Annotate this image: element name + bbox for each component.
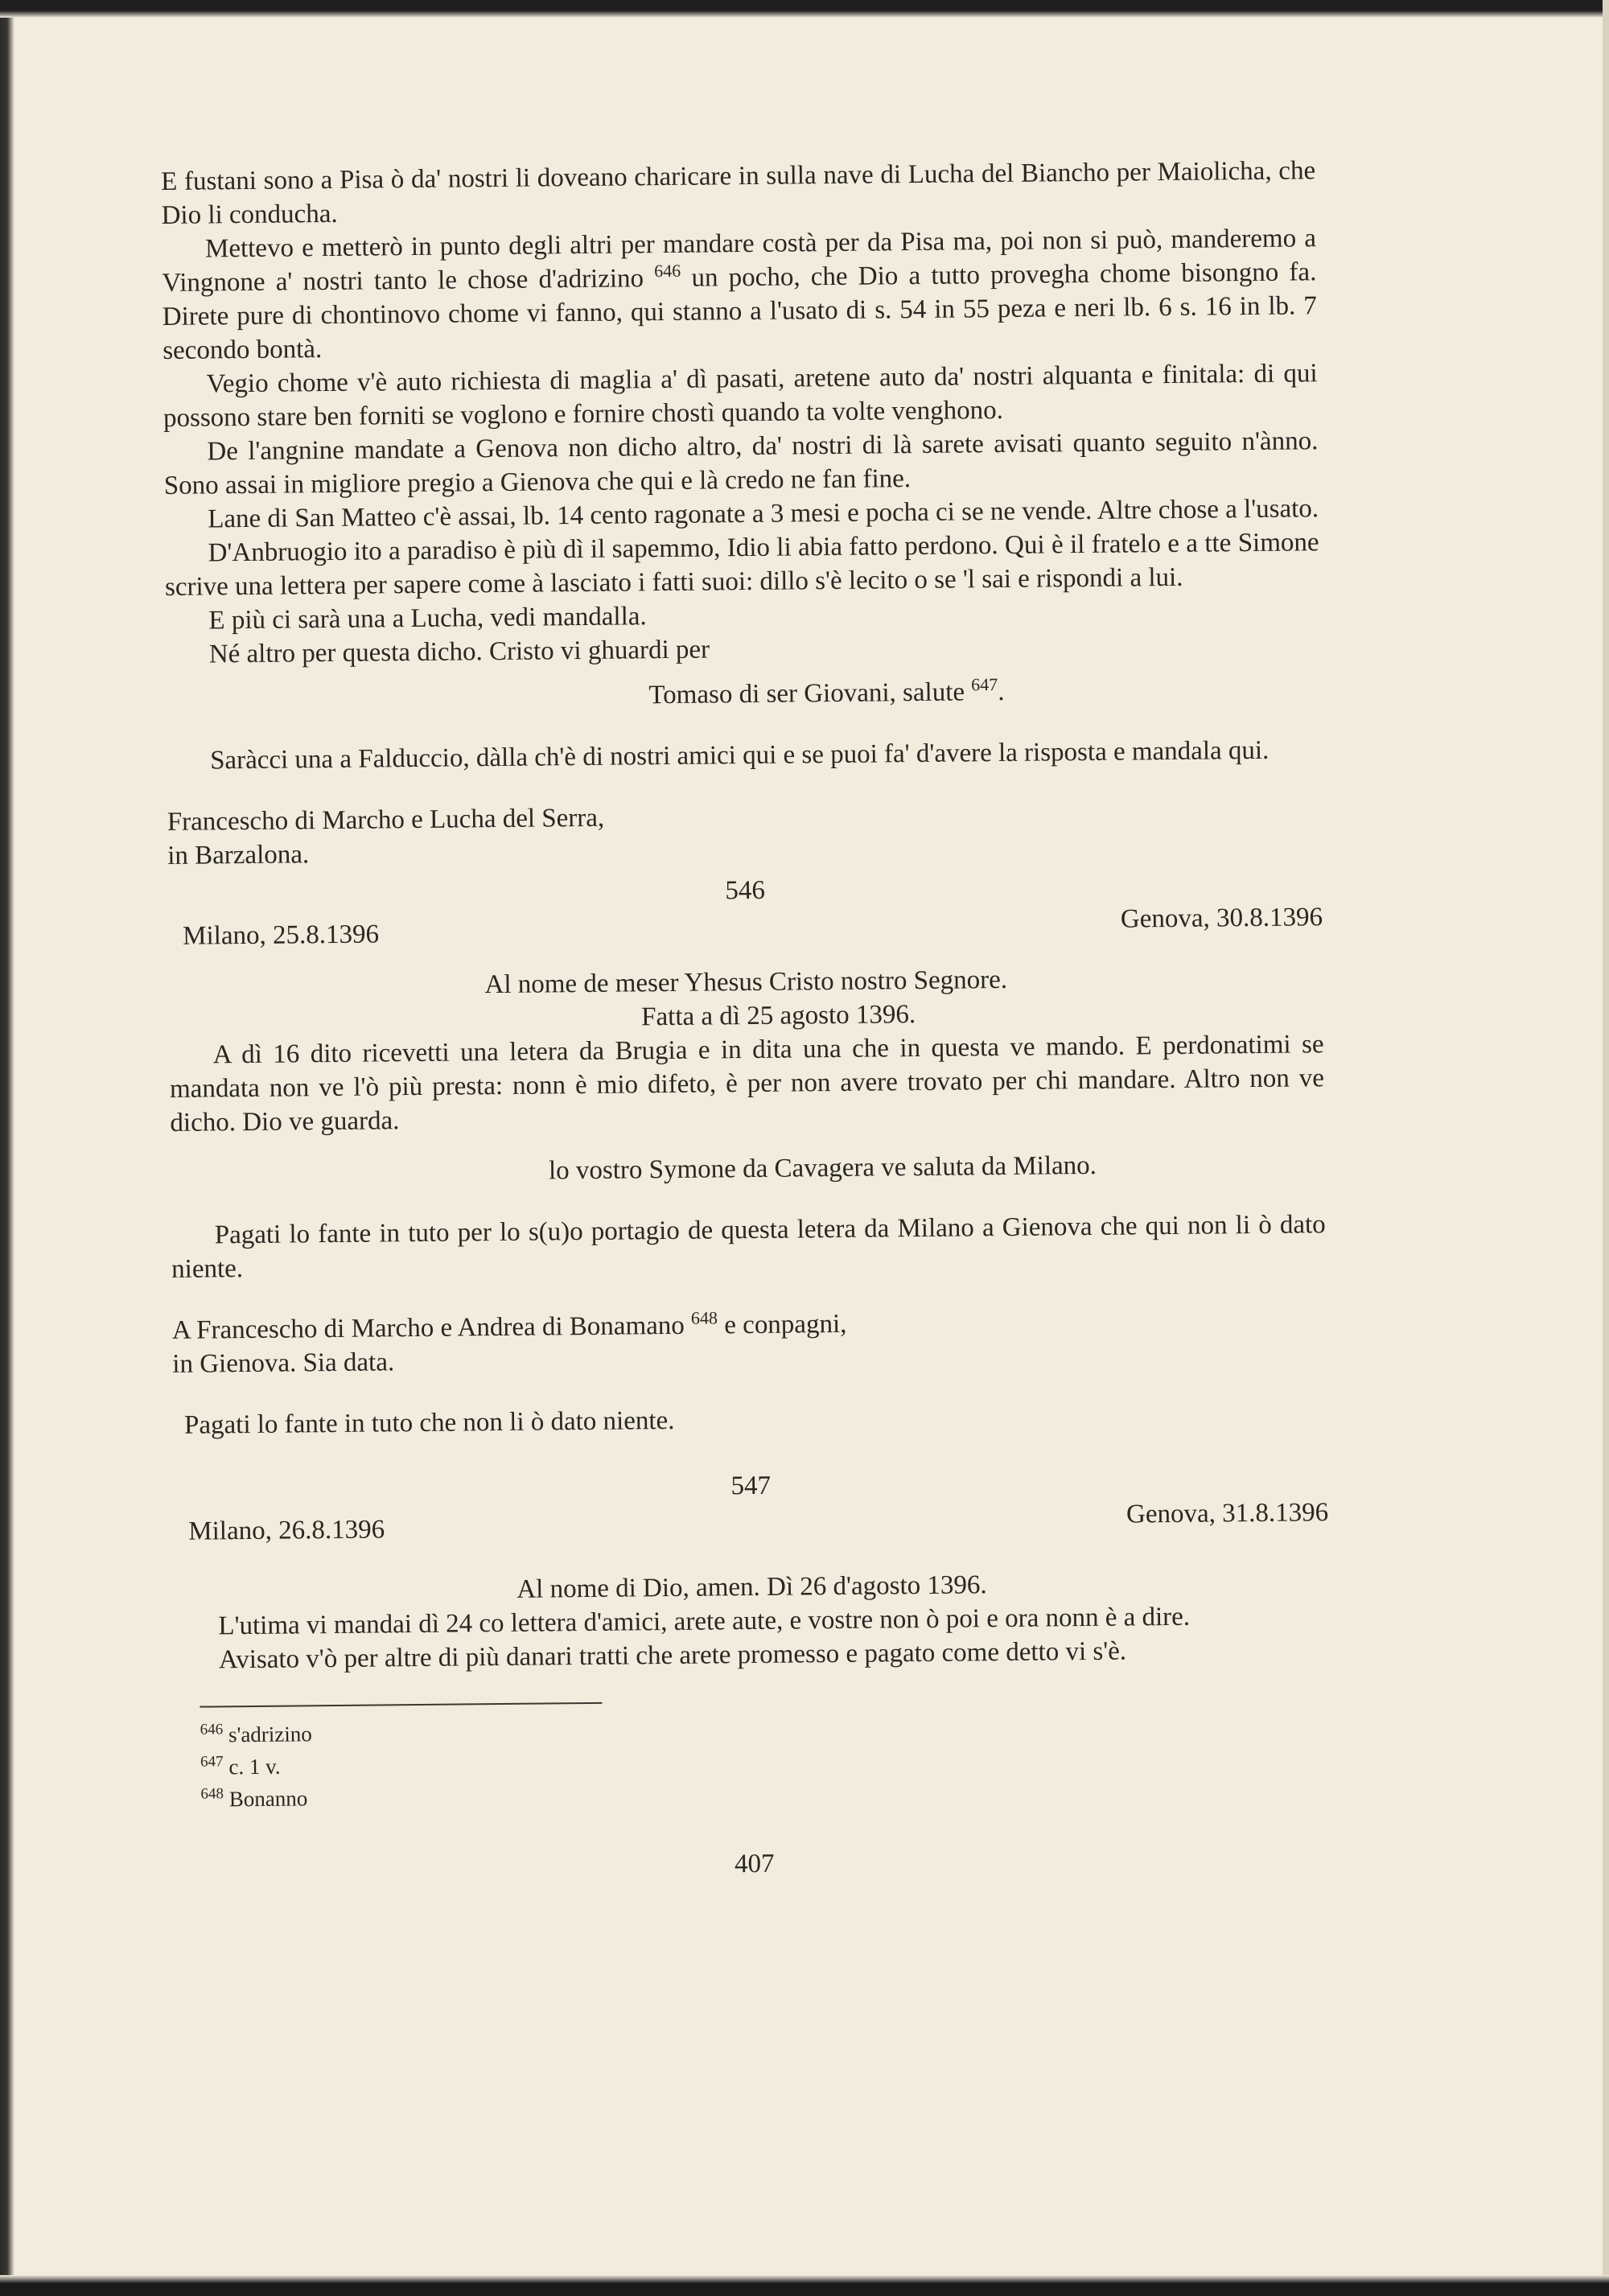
footnote-rule	[200, 1702, 602, 1708]
letter-destination: Genova, 31.8.1396	[1125, 1498, 1329, 1529]
address-line: Francescho di Marcho e Lucha del Serra,	[167, 803, 605, 837]
postscript: Saràcci una a Falduccio, dàlla ch'è di nostri amici qui e se puoi fa' d'avere la risposta e mandala qui.	[209, 735, 1270, 776]
address-line: in Gienova. Sia data.	[172, 1348, 395, 1379]
address-line: A Francescho di Marcho e Andrea di Bonamano $^{648}$ e conpagni,	[171, 1307, 847, 1345]
invocation: Al nome di Dio, amen. Dì 26 d'agosto 1396.	[516, 1570, 987, 1604]
paragraph: De l'angnine mandate a Genova non dicho altro, da' nostri di là sarete avisati quanto seguito n'ànno. Sono assai in migliore pregio a Gienova che qui e là credo ne fan fine.	[163, 426, 1319, 500]
date-line: Fatta a dì 25 agosto 1396.	[641, 1000, 916, 1032]
footnote-ref: 648	[690, 1307, 718, 1328]
bottom-edge	[0, 2275, 1609, 2296]
paragraph: A dì 16 dito ricevetti una letera da Brugia e in dita una che in questa ve mando. E perdonatimi se mandata non ve l'ò più presta: nonn è mio difeto, è per non avere trovato per chi mandare. Altro non ve dicho. Dio ve guarda.	[169, 1030, 1325, 1138]
invocation: Al nome de meser Yhesus Cristo nostro Segnore.	[484, 965, 1008, 1000]
right-edge	[1603, 0, 1609, 2296]
signature: lo vostro Symone da Cavagera ve saluta da Milano.	[548, 1150, 1097, 1186]
footnote-ref: 647	[971, 674, 998, 695]
postscript: Pagati lo fante in tuto per lo s(u)o portagio de questa letera da Milano a Gienova che qui non li ò dato niente.	[171, 1210, 1326, 1284]
paragraph: Avisato v'ò per altre di più danari tratti che arete promesso e pagato come detto vi s'è.	[218, 1636, 1127, 1675]
paragraph: Lane di San Matteo c'è assai, lb. 14 cento ragonate a 3 mesi e pocha ci se ne vende. Altre chose a l'usato.	[208, 494, 1319, 534]
paragraph: Vegio chome v'è auto richiesta di maglia a' dì pasati, aretene auto da' nostri alquanta e finitala: di qui possono stare ben forniti se voglono e fornire chostì quando ta volte venghono.	[163, 359, 1318, 433]
footnote-ref: 646	[654, 260, 681, 282]
letter-destination: Genova, 30.8.1396	[1120, 903, 1323, 934]
signature: Tomaso di ser Giovani, salute $^{647}$.	[648, 674, 1005, 710]
address-line: in Barzalona.	[167, 840, 310, 870]
page-content	[161, 154, 1331, 1887]
letter-heading	[174, 1463, 1329, 1549]
letter-origin: Milano, 26.8.1396	[188, 1515, 385, 1546]
paragraph: Mettevo e metterò in punto degli altri per mandare costà per da Pisa ma, poi non si può, manderemo a Vingnone a' nostri tanto le chose d'adrizino $^{646}$ un pocho, che Dio a tutto provegha chome bisongno fa. Direte pure di chontinovo chome vi fanno, qui stanno a l'usato di s. 54 in 55 peza e neri lb. 6 s. 16 in lb. 7 secondo bontà.	[162, 224, 1317, 365]
page-number: 407	[734, 1849, 775, 1879]
book-spine	[0, 0, 14, 2296]
paragraph: D'Anbruogio ito a paradiso è più dì il sapemmo, Idio li abia fatto perdono. Qui è il fratelo e a tte Simone scrive una lettera per sapere come à lasciato i fatti suoi: dillo s'è lecito o se 'l sai e rispondi a lui.	[164, 528, 1319, 602]
footnote: $^{648}$ Bonanno	[200, 1785, 308, 1812]
footnotes	[176, 1708, 1331, 1816]
letter-547	[174, 1463, 1330, 1677]
paragraph: E fustani sono a Pisa ò da' nostri li doveano charicare in sulla nave di Lucha del Biancho per Maiolicha, che Dio li conducha.	[161, 156, 1316, 230]
footnote: $^{647}$ c. 1 v.	[200, 1753, 281, 1780]
paragraph: E più ci sarà una a Lucha, vedi mandalla.	[208, 602, 647, 636]
postscript: Pagati lo fante in tuto che non li ò dato niente.	[183, 1405, 675, 1440]
paragraph: L'utima vi mandai dì 24 co lettera d'amici, arete aute, e vostre non ò poi e ora nonn è a dire.	[218, 1602, 1191, 1641]
letter-origin: Milano, 25.8.1396	[183, 920, 380, 951]
top-edge	[0, 0, 1609, 18]
letter-heading	[168, 868, 1323, 953]
letter-545-end	[161, 154, 1322, 873]
paragraph: Né altro per questa dicho. Cristo vi ghuardi per	[208, 635, 710, 669]
letter-546	[168, 868, 1328, 1442]
letter-number: 547	[730, 1471, 772, 1501]
letter-number: 546	[725, 875, 766, 906]
footnote: $^{646}$ s'adrizino	[200, 1721, 312, 1747]
